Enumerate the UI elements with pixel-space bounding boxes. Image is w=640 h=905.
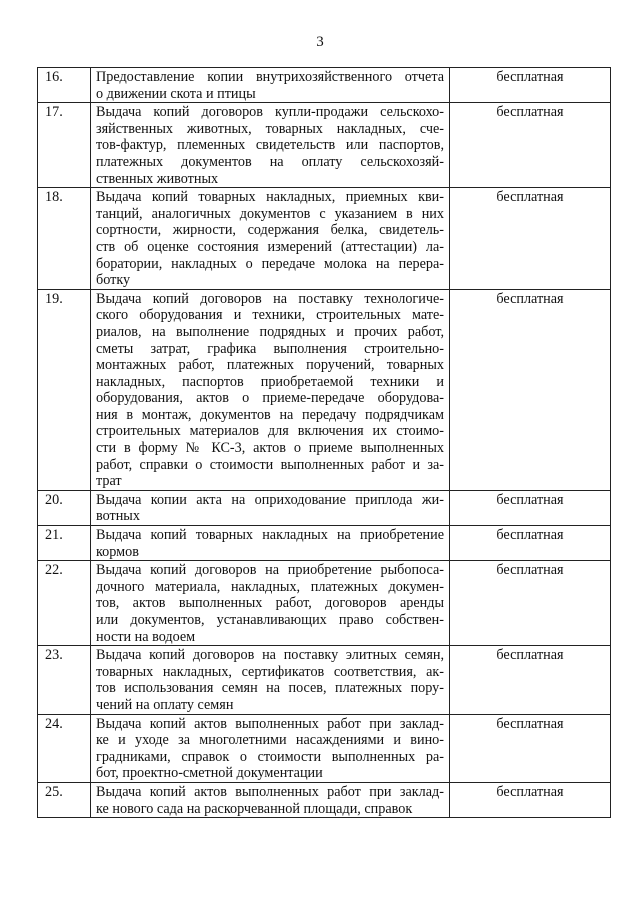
description-line: ности на водоем xyxy=(96,628,196,645)
service-description xyxy=(91,714,450,782)
description-line: градниками, справок о стоимости выполненных ра- xyxy=(96,748,444,765)
description-line: дочного материала, накладных, платежных докумен- xyxy=(96,578,444,595)
description-line: тов-фактур, племенных свидетельств или паспортов, xyxy=(96,137,444,154)
description-line: боратории, накладных о передаче молока на перера- xyxy=(96,255,444,272)
description-line: монтажных работ, платежных поручений, товарных xyxy=(96,357,444,374)
description-line: сти в форму № КС-3, актов о приеме выполненных xyxy=(96,440,444,457)
fee-cell: бесплатная xyxy=(450,782,611,817)
description-line: вотных xyxy=(96,508,140,525)
description-line: оборудования, актов о приеме-передаче оборудова- xyxy=(96,390,444,407)
row-number: 25. xyxy=(38,782,91,817)
table-row xyxy=(38,103,611,188)
description-line: чений на оплату семян xyxy=(96,696,234,713)
description-line: Выдача копии акта на оприходование приплода жи- xyxy=(96,491,444,508)
fee-cell: бесплатная xyxy=(450,714,611,782)
description-line: о движении скота и птицы xyxy=(96,85,256,102)
description-line: тов, актов выполненных работ, договоров аренды xyxy=(96,595,444,612)
description-line: ке и уходе за многолетними насаждениями и вино- xyxy=(96,732,444,749)
description-line: танций, аналогичных документов с указанием в них xyxy=(96,205,444,222)
services-table-body xyxy=(38,68,611,818)
description-line: Предоставление копии внутрихозяйственного отчета xyxy=(96,69,444,85)
description-line: сортности, жирности, содержания белка, свидетель- xyxy=(96,222,444,239)
description-line: работ, справки о стоимости выполненных работ и за- xyxy=(96,456,444,473)
description-line: ния в монтаж, документов на передачу подрядчикам xyxy=(96,406,444,423)
row-number: 16. xyxy=(38,68,91,103)
service-description xyxy=(91,646,450,714)
service-description xyxy=(91,289,450,490)
description-line: Выдача копий товарных накладных, приемных кви- xyxy=(96,189,444,206)
fee-cell: бесплатная xyxy=(450,526,611,561)
service-description xyxy=(91,103,450,188)
description-line: ств об оценке состояния измерений (аттестации) ла- xyxy=(96,238,444,255)
description-line: тов использования семян на посев, платежных пору- xyxy=(96,680,444,697)
table-row xyxy=(38,490,611,525)
description-line: Выдача копий договоров купли-продажи сельскохо- xyxy=(96,104,444,121)
description-line: Выдача копий товарных накладных на приобретение xyxy=(96,527,444,544)
row-number: 21. xyxy=(38,526,91,561)
description-line: Выдача копий актов выполненных работ при заклад- xyxy=(96,783,444,800)
description-line: риалов, на выполнение подрядных и прочих работ, xyxy=(96,323,444,340)
service-description xyxy=(91,68,450,103)
description-line: трат xyxy=(96,473,122,490)
description-line: ственных животных xyxy=(96,170,219,187)
fee-cell: бесплатная xyxy=(450,289,611,490)
description-line: ботку xyxy=(96,272,131,289)
fee-cell: бесплатная xyxy=(450,103,611,188)
table-row xyxy=(38,188,611,290)
description-line: зяйственных животных, товарных накладных, сче- xyxy=(96,120,444,137)
page-number: 3 xyxy=(316,34,324,50)
row-number: 23. xyxy=(38,646,91,714)
description-line: Выдача копий актов выполненных работ при заклад- xyxy=(96,715,444,732)
fee-cell: бесплатная xyxy=(450,561,611,646)
services-table xyxy=(37,67,611,818)
service-description xyxy=(91,188,450,290)
description-line: кормов xyxy=(96,543,139,560)
description-line: сметы затрат, графика выполнения строительно- xyxy=(96,340,444,357)
table-row xyxy=(38,561,611,646)
service-description xyxy=(91,782,450,817)
description-line: бот, проектно-сметной документации xyxy=(96,765,323,782)
row-number: 18. xyxy=(38,188,91,290)
table-row xyxy=(38,68,611,103)
description-line: Выдача копий договоров на поставку элитных семян, xyxy=(96,647,444,664)
fee-cell: бесплатная xyxy=(450,490,611,525)
description-line: строительных материалов для включения их стоимо- xyxy=(96,423,444,440)
description-line: платежных документов на оплату сельскохозяй- xyxy=(96,153,444,170)
description-line: накладных, паспортов приобретаемой техники и xyxy=(96,373,444,390)
table-row xyxy=(38,289,611,490)
service-description xyxy=(91,526,450,561)
table-row xyxy=(38,526,611,561)
description-line: Выдача копий договоров на приобретение рыбопоса- xyxy=(96,562,444,579)
fee-cell: бесплатная xyxy=(450,646,611,714)
description-line: или документов, устанавливающих право собствен- xyxy=(96,612,444,628)
row-number: 19. xyxy=(38,289,91,490)
description-line: Выдача копий договоров на поставку технологиче- xyxy=(96,290,444,307)
row-number: 20. xyxy=(38,490,91,525)
table-row xyxy=(38,714,611,782)
service-description xyxy=(91,490,450,525)
row-number: 17. xyxy=(38,103,91,188)
fee-cell: бесплатная xyxy=(450,68,611,103)
description-line: товарных накладных, сертификатов соответствия, ак- xyxy=(96,663,444,680)
service-description xyxy=(91,561,450,646)
fee-cell: бесплатная xyxy=(450,188,611,290)
row-number: 24. xyxy=(38,714,91,782)
description-line: ского оборудования и техники, строительных мате- xyxy=(96,307,444,324)
row-number: 22. xyxy=(38,561,91,646)
description-line: ке нового сада на раскорчеванной площади, справок xyxy=(96,800,413,817)
table-row xyxy=(38,782,611,817)
table-row xyxy=(38,646,611,714)
